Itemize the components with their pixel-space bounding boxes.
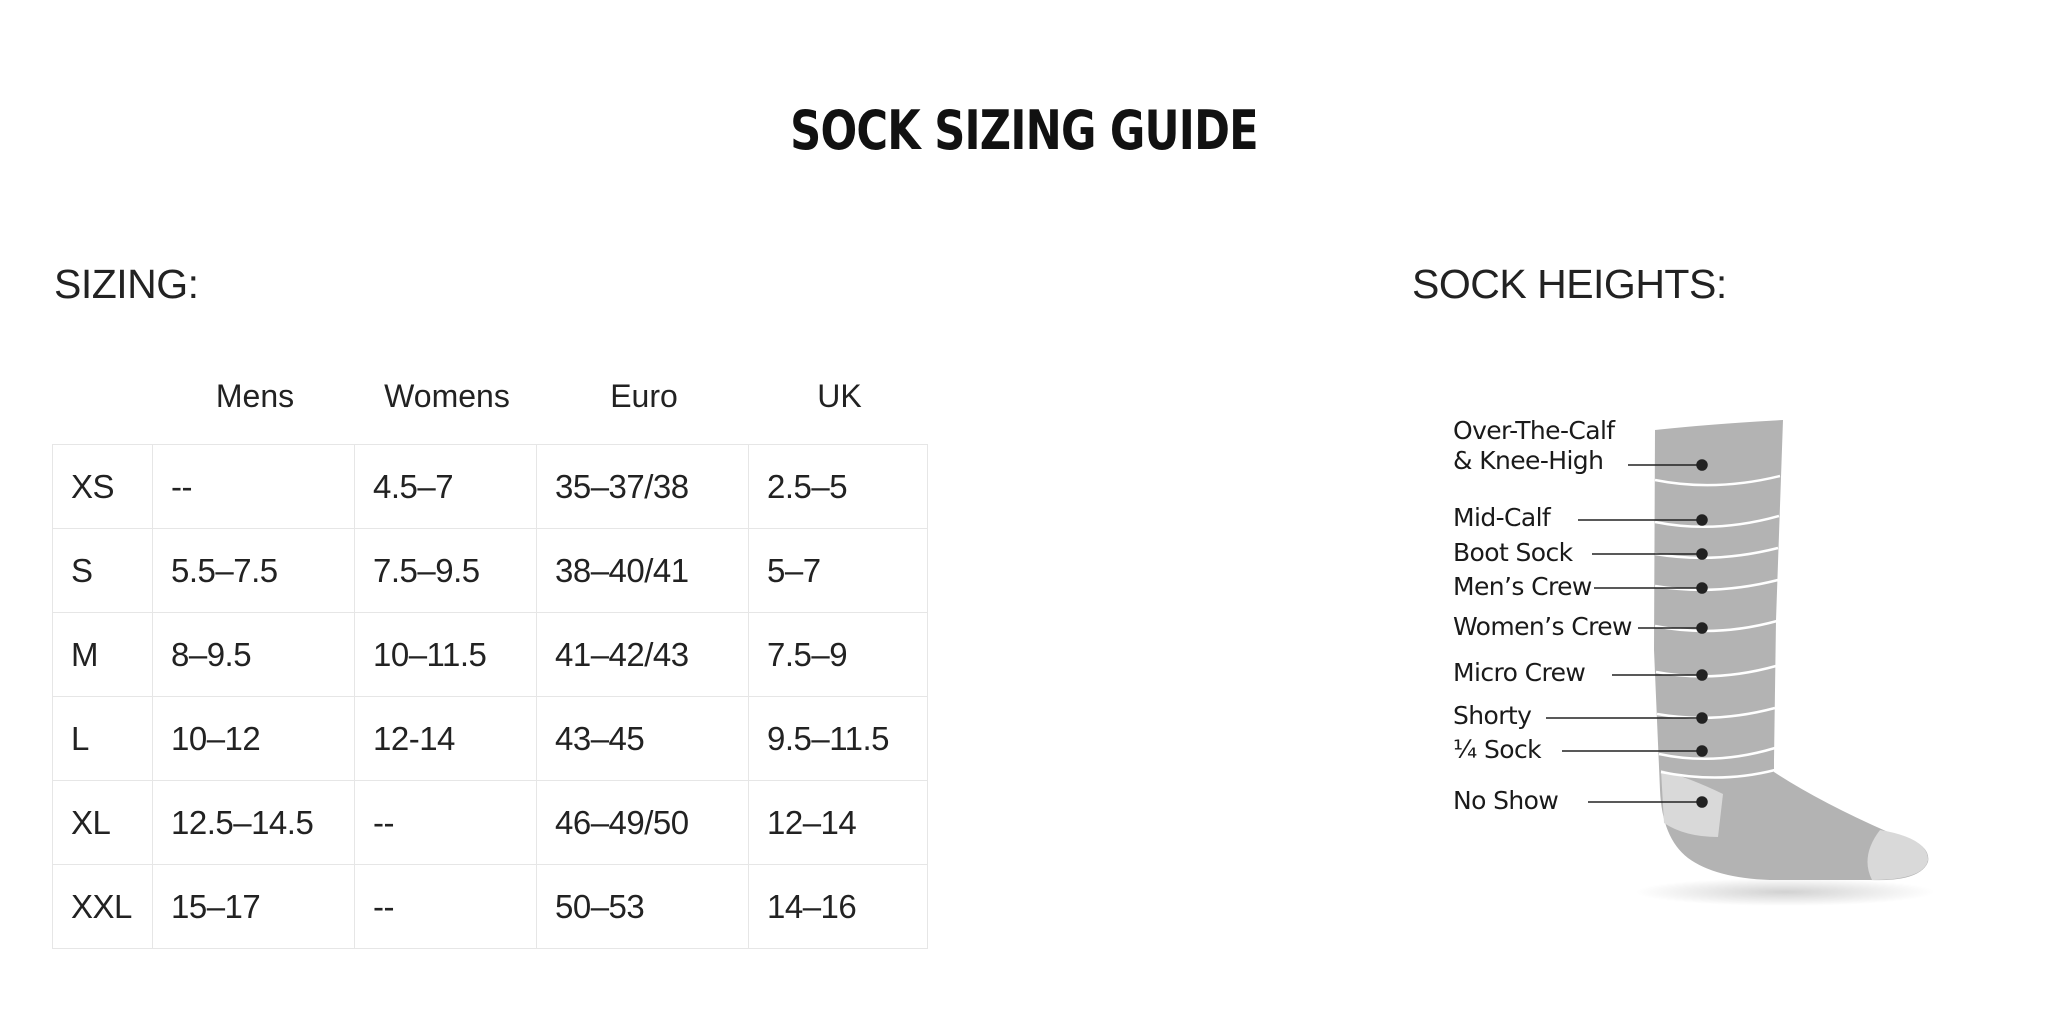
euro-cell: 50–53: [537, 865, 749, 949]
label-micro-crew: Micro Crew: [1453, 658, 1586, 687]
table-row: [53, 865, 928, 949]
womens-cell: 7.5–9.5: [355, 529, 537, 613]
mens-cell: 8–9.5: [153, 613, 355, 697]
womens-cell: --: [355, 781, 537, 865]
uk-cell: 9.5–11.5: [749, 697, 928, 781]
page-title: SOCK SIZING GUIDE: [790, 99, 1258, 162]
uk-cell: 7.5–9: [749, 613, 928, 697]
label-knee-high: & Knee-High: [1453, 446, 1604, 475]
label-shorty: Shorty: [1453, 701, 1532, 730]
sock-toe: [1868, 830, 1929, 880]
column-header-uk: UK: [817, 378, 862, 414]
column-header-womens: Womens: [384, 378, 510, 414]
womens-cell: 12-14: [355, 697, 537, 781]
table-row: [53, 445, 928, 529]
label-no-show: No Show: [1453, 786, 1559, 815]
height-labels: [1453, 416, 1632, 815]
size-cell: M: [53, 613, 153, 697]
sock-shadow: [1635, 878, 1935, 906]
womens-cell: 10–11.5: [355, 613, 537, 697]
table-row: [53, 529, 928, 613]
size-cell: XXL: [53, 865, 153, 949]
sizing-table: [52, 444, 928, 949]
size-cell: L: [53, 697, 153, 781]
uk-cell: 14–16: [749, 865, 928, 949]
uk-cell: 5–7: [749, 529, 928, 613]
euro-cell: 46–49/50: [537, 781, 749, 865]
size-cell: XL: [53, 781, 153, 865]
column-header-euro: Euro: [610, 378, 678, 414]
euro-cell: 38–40/41: [537, 529, 749, 613]
mens-cell: 5.5–7.5: [153, 529, 355, 613]
size-cell: S: [53, 529, 153, 613]
uk-cell: 12–14: [749, 781, 928, 865]
sizing-heading: SIZING:: [54, 261, 199, 307]
label-mens-crew: Men’s Crew: [1453, 572, 1592, 601]
euro-cell: 41–42/43: [537, 613, 749, 697]
mens-cell: --: [153, 445, 355, 529]
womens-cell: --: [355, 865, 537, 949]
label-over-the-calf: Over-The-Calf: [1453, 416, 1615, 445]
table-row: [53, 781, 928, 865]
label-quarter-sock: ¼ Sock: [1453, 735, 1541, 764]
size-cell: XS: [53, 445, 153, 529]
table-row: [53, 697, 928, 781]
label-boot-sock: Boot Sock: [1453, 538, 1573, 567]
womens-cell: 4.5–7: [355, 445, 537, 529]
mens-cell: 12.5–14.5: [153, 781, 355, 865]
uk-cell: 2.5–5: [749, 445, 928, 529]
euro-cell: 43–45: [537, 697, 749, 781]
sock-heights-diagram: [1440, 410, 1960, 930]
label-womens-crew: Women’s Crew: [1453, 612, 1632, 641]
table-row: [53, 613, 928, 697]
mens-cell: 10–12: [153, 697, 355, 781]
euro-cell: 35–37/38: [537, 445, 749, 529]
mens-cell: 15–17: [153, 865, 355, 949]
label-mid-calf: Mid-Calf: [1453, 503, 1551, 532]
sock-heights-heading: SOCK HEIGHTS:: [1412, 261, 1727, 307]
column-header-mens: Mens: [215, 378, 295, 414]
